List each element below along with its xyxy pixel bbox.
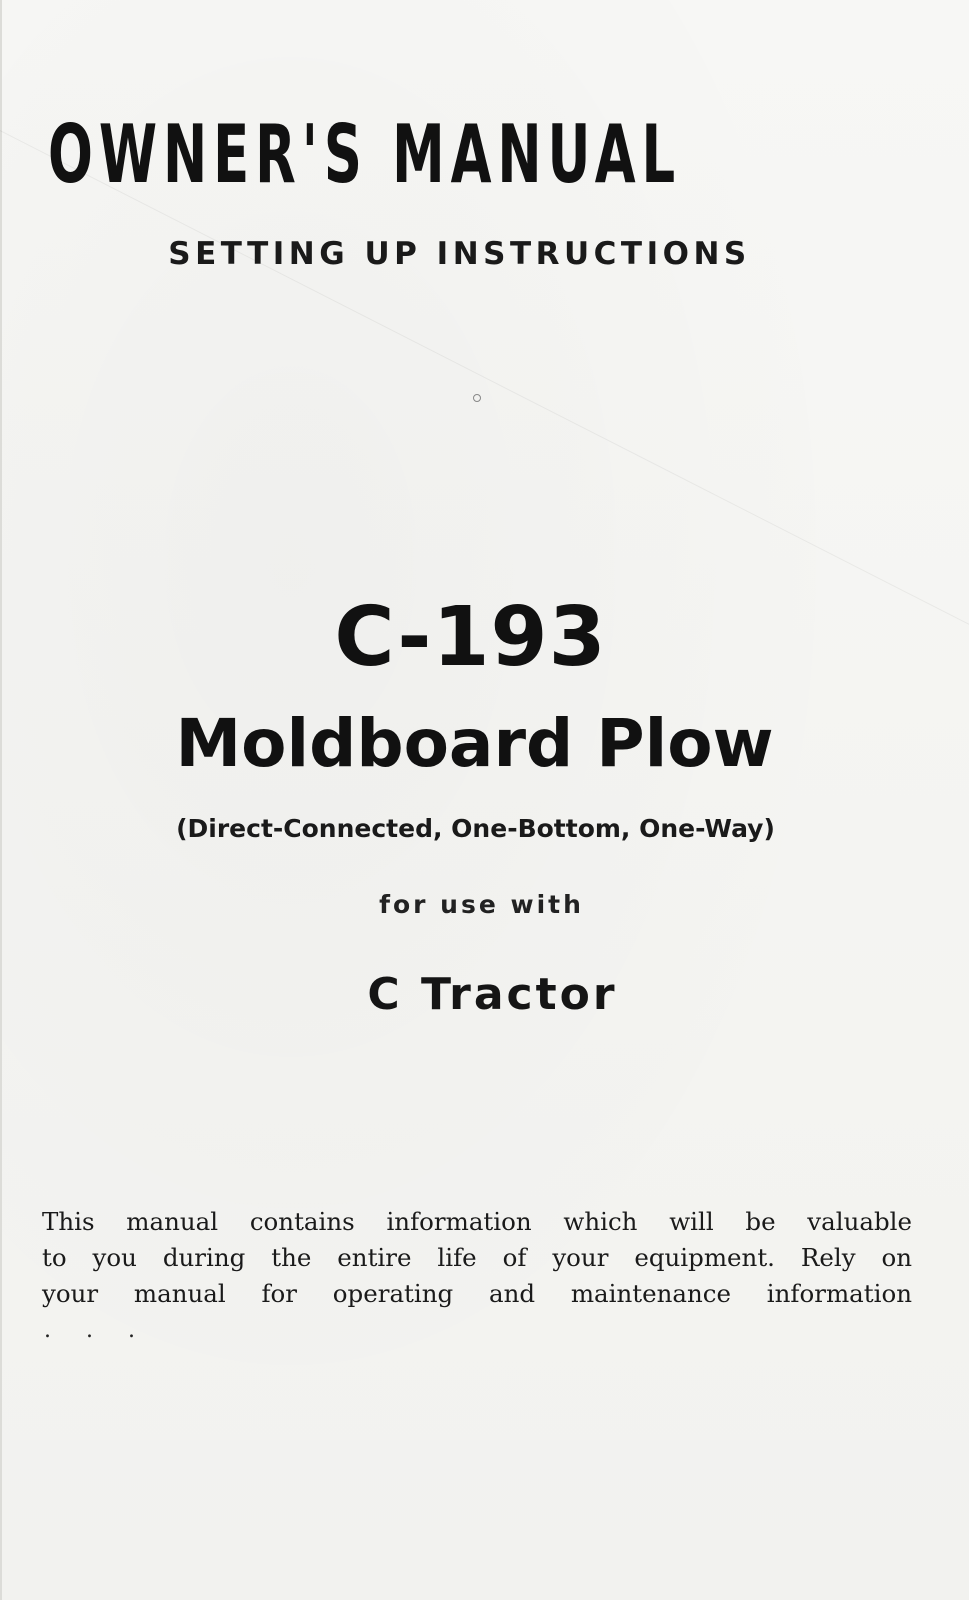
manual-notice <box>42 1204 912 1312</box>
tractor-name: C Tractor <box>367 969 618 1020</box>
manual-subtitle: SETTING UP INSTRUCTIONS <box>168 236 751 272</box>
notice-line: to you during the entire life of your equipment. Rely on <box>42 1243 912 1272</box>
model-number: C-193 <box>334 590 607 685</box>
for-use-with-label: for use with <box>379 890 584 919</box>
product-description: (Direct-Connected, One-Bottom, One-Way) <box>176 814 775 843</box>
paper-speck <box>473 394 481 402</box>
manual-title: OWNER'S MANUAL <box>48 108 682 201</box>
notice-ellipsis: . . . <box>44 1318 149 1343</box>
notice-line: your manual for operating and maintenance information <box>42 1279 912 1308</box>
title-block <box>0 0 969 230</box>
notice-line: This manual contains information which will be valuable <box>42 1207 912 1236</box>
product-name: Moldboard Plow <box>175 705 774 782</box>
